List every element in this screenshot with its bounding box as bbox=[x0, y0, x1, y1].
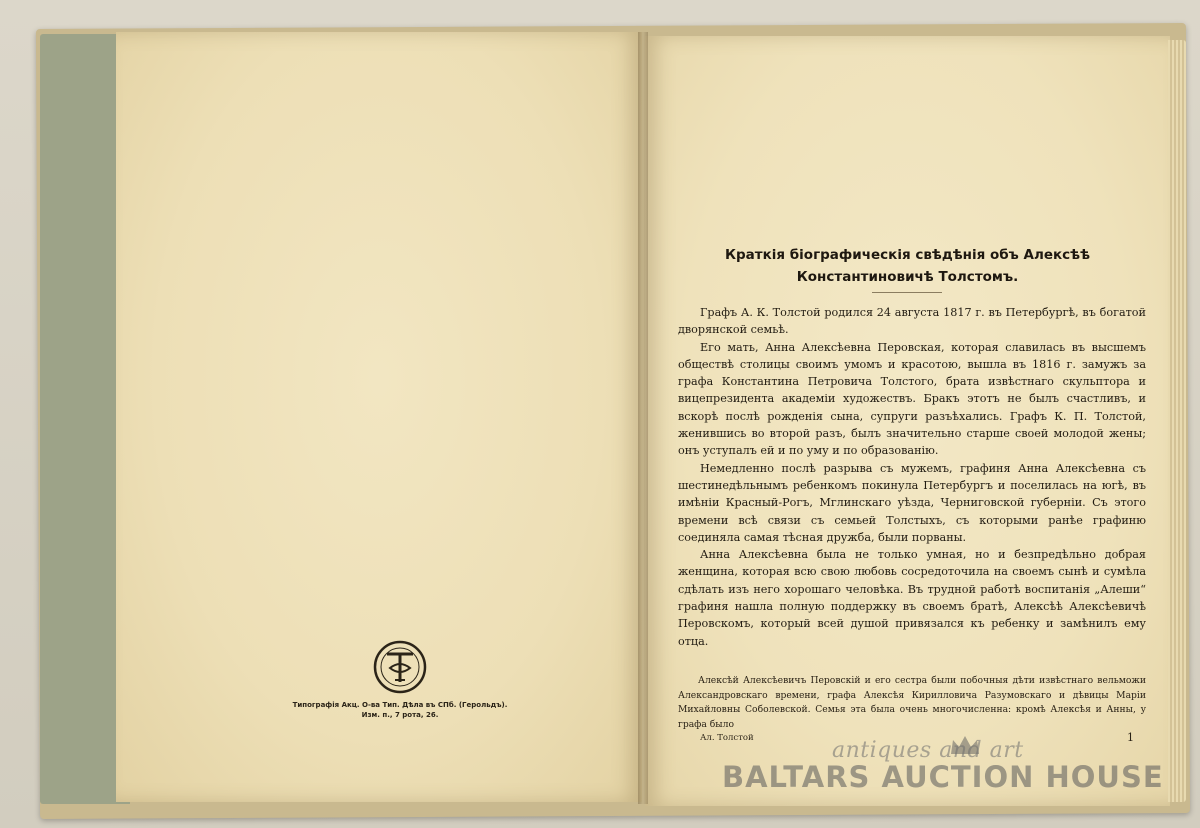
footnote bbox=[678, 674, 1146, 732]
body-text bbox=[678, 304, 1146, 650]
watermark-brand: BALTARS AUCTION HOUSE bbox=[722, 760, 1164, 794]
watermark-tagline: antiques and art bbox=[832, 738, 1024, 763]
page-number: 1 bbox=[1127, 731, 1134, 744]
book-gutter bbox=[638, 32, 648, 804]
title-line-1: Краткія біографическія свѣдѣнія объ Алексѣѣ bbox=[724, 247, 1091, 263]
title-divider bbox=[872, 292, 942, 293]
printer-line-2: Изм. п., 7 рота, 26. bbox=[361, 711, 439, 719]
printer-emblem-icon bbox=[373, 640, 427, 694]
printer-line-1: Типографія Акц. О-ва Тип. Дѣла въ СПб. (Герольдъ). bbox=[292, 701, 508, 709]
printer-imprint bbox=[270, 700, 530, 720]
paragraph-1: Графъ А. К. Толстой родился 24 августа 1817 г. въ Петербургѣ, въ богатой дворянской семьѣ. bbox=[678, 306, 1146, 337]
paragraph-3: Немедленно послѣ разрыва съ мужемъ, графиня Анна Алексѣевна съ шестинедѣльнымъ ребенкомъ покинула Петербургъ и поселилась на югѣ, въ имѣніи Красный-Рогъ, Мглинскаго уѣзда, Черниговской губерніи. Съ этого времени всѣ связи съ семьей Толстыхъ, съ которыми ранѣе графиню соединяла самая тѣсная дружба, были порваны. bbox=[678, 461, 1146, 544]
footnote-text: Алексѣй Алексѣевичъ Перовскій и его сестра были побочныя дѣти извѣстнаго вельможи Александровскаго времени, графа Алексѣя Кирилловича Разумовскаго и дѣвицы Маріи Михайловны Соболевской. Семья эта была очень многочисленна: кромѣ Алексѣя и Анны, у графа было bbox=[678, 675, 1146, 730]
page-stack-edge bbox=[1168, 40, 1186, 802]
title-line-2: Константиновичѣ Толстомъ. bbox=[796, 269, 1019, 285]
paragraph-4: Анна Алексѣевна была не только умная, но и безпредѣльно добрая женщина, которая всю свою любовь сосредоточила на своемъ сынѣ и сумѣла сдѣлать изъ него хорошаго человѣка. Въ трудной работѣ воспитанія „Алеши“ графиня нашла полную поддержку въ своемъ братѣ, Алексѣѣ Алексѣевичѣ Перовскомъ, который всей душой привязался къ ребенку и замѣнилъ ему отца. bbox=[678, 548, 1146, 648]
paragraph-2: Его мать, Анна Алексѣевна Перовская, которая славилась въ высшемъ обществѣ столицы своимъ умомъ и красотою, вышла въ 1816 г. замужъ за графа Константина Петровича Толстого, брата извѣстнаго скульптора и вицепрезидента академіи художествъ. Бракъ этотъ не былъ счастливъ, и вскорѣ послѣ рожденія сына, супруги разъѣхались. Графъ К. П. Толстой, женившись во второй разъ, былъ значительно старше своей молодой жены; онъ уступалъ ей и по уму и по образованію. bbox=[678, 340, 1146, 458]
chapter-title bbox=[660, 244, 1155, 288]
signature-mark: Ал. Толстой bbox=[700, 733, 754, 743]
